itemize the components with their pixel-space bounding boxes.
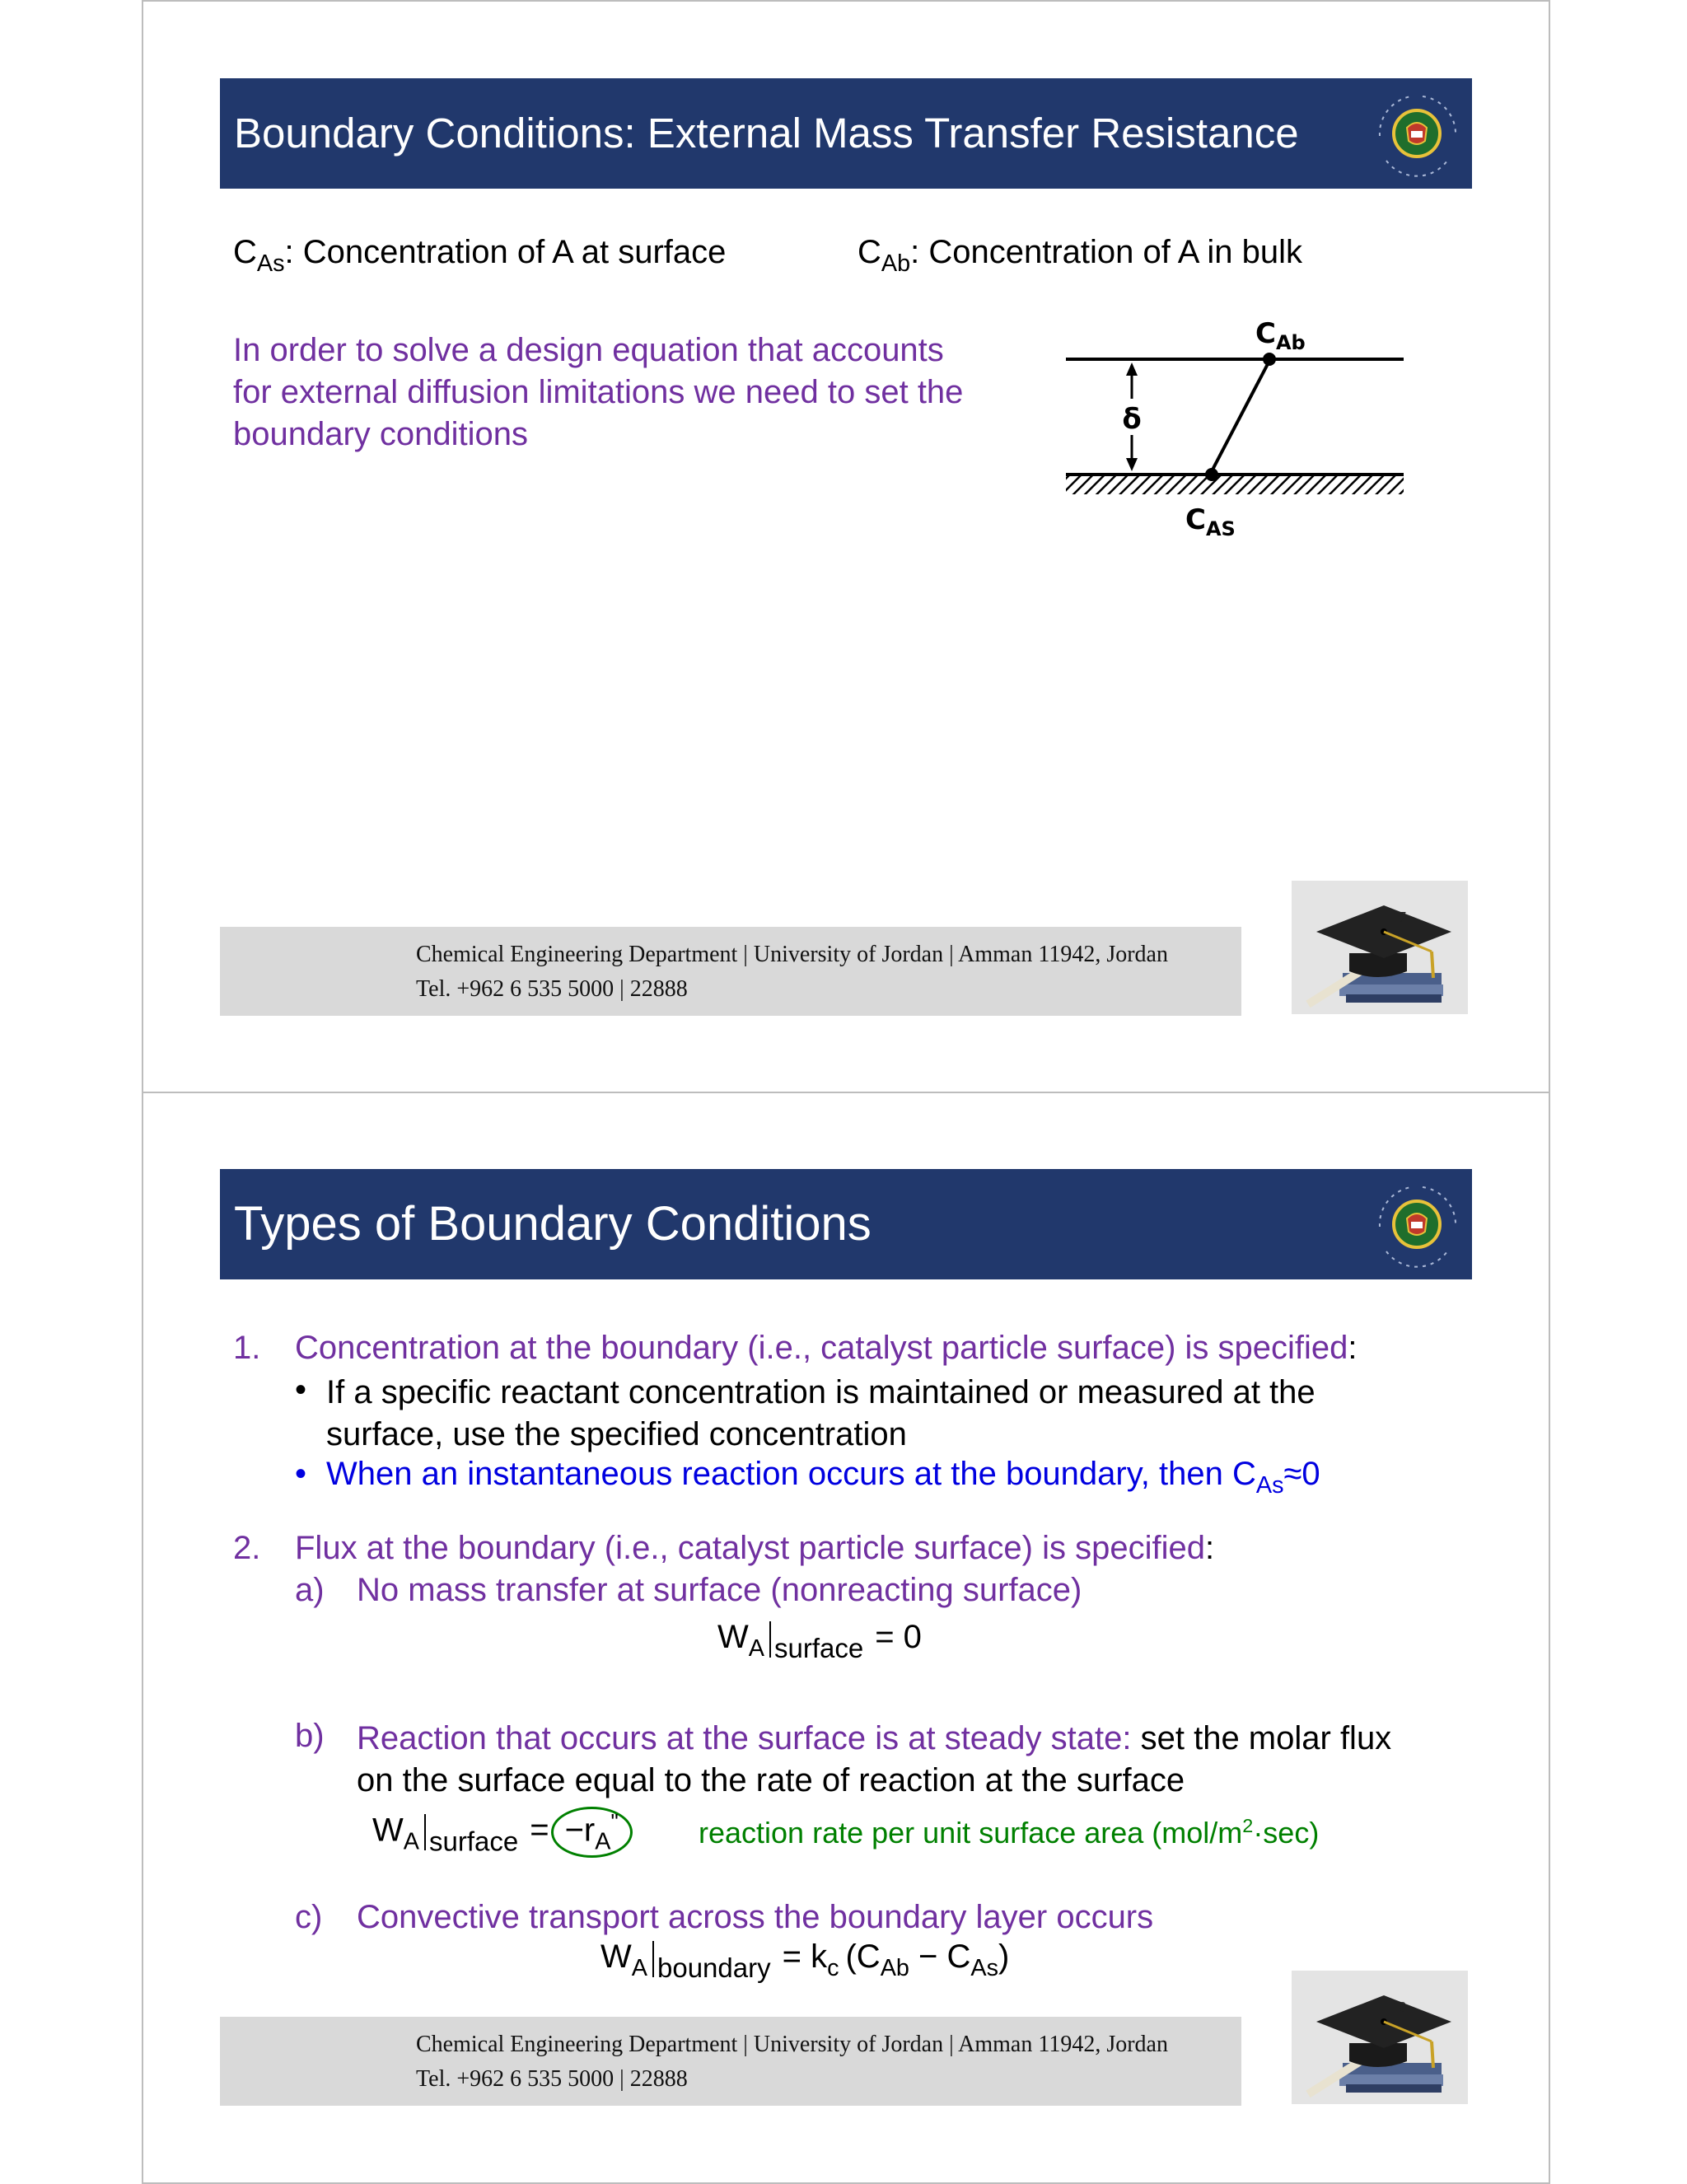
definition-cab: $C_{Ab}$: Concentration of A in bulk: [858, 234, 1302, 278]
intro-line: boundary conditions: [233, 416, 529, 452]
slide-title-bar: [220, 1169, 1472, 1279]
cas-label: $C_{AS}$: [1185, 503, 1236, 540]
footer-phone: Tel. +962 6 535 5000 | 22888: [416, 976, 688, 1002]
intro-paragraph: [233, 330, 963, 456]
bullet-instantaneous-reaction: When an instantaneous reaction occurs at the boundary, then $C_{As}\approx 0$: [326, 1456, 1320, 1499]
slide-title: Boundary Conditions: External Mass Transfer Resistance: [234, 110, 1299, 157]
footer: [220, 2017, 1241, 2106]
university-seal-icon: [1362, 1169, 1472, 1279]
list-item-1: Concentration at the boundary (i.e., catalyst particle surface) is specified:: [295, 1330, 1358, 1366]
rate-term-highlight: $-r_A^"$: [551, 1807, 633, 1858]
footer: [220, 927, 1241, 1016]
surface-hatch: [1066, 476, 1404, 494]
list-item-2: Flux at the boundary (i.e., catalyst particle surface) is specified:: [295, 1530, 1215, 1566]
footer-address: Chemical Engineering Department | University of Jordan | Amman 11942, Jordan: [416, 942, 1168, 967]
delta-label: δ: [1122, 403, 1142, 436]
delta-arrow-up-icon: [1126, 362, 1138, 376]
cas-point: [1205, 468, 1218, 481]
slide-17: [142, 0, 1550, 1095]
sub-item-b: Reaction that occurs at the surface is at steady state: set the molar flux on the surface equal to the rate of reaction at the surface: [357, 1720, 1392, 1798]
slide-title-bar: [220, 78, 1472, 189]
intro-line: for external diffusion limitations we need to set the: [233, 374, 964, 410]
cab-point: [1263, 353, 1276, 366]
sub-item-a-label: a): [295, 1572, 325, 1608]
equation-nonreacting-surface: $W_A$ $_{surface}$ = 0: [717, 1619, 922, 1663]
boundary-layer-diagram: [1062, 306, 1416, 554]
list-item-1-number: 1.: [233, 1330, 261, 1366]
bullet-dot: •: [295, 1456, 307, 1492]
bullet-dot: •: [295, 1372, 307, 1408]
graduation-cap-icon: [1292, 881, 1468, 1014]
list-item-2-number: 2.: [233, 1530, 261, 1566]
page-number: 18: [1391, 1999, 1406, 2015]
equation-steady-state-surface: $W_A$ $_{surface} = -r_A^"$: [372, 1807, 633, 1858]
sub-item-b-label: b): [295, 1718, 325, 1754]
slide-18: [142, 1092, 1550, 2184]
rate-annotation: reaction rate per unit surface area $(mol/m^2\cdot\sec)$: [699, 1815, 1320, 1850]
graduation-cap-image: [1292, 1971, 1468, 2104]
definition-cas: $C_{As}$: Concentration of A at surface: [233, 234, 727, 278]
sub-item-a: No mass transfer at surface (nonreacting surface): [357, 1572, 1082, 1608]
slide-title: Types of Boundary Conditions: [234, 1197, 872, 1251]
page-number: 17: [1391, 909, 1406, 925]
graduation-cap-icon: [1292, 1971, 1468, 2104]
sub-item-c: Convective transport across the boundary layer occurs: [357, 1899, 1154, 1935]
intro-line: In order to solve a design equation that accounts: [233, 332, 944, 368]
delta-arrow-down-icon: [1126, 458, 1138, 471]
footer-address: Chemical Engineering Department | University of Jordan | Amman 11942, Jordan: [416, 2032, 1168, 2057]
cab-label: $C_{Ab}$: [1255, 317, 1306, 354]
university-seal-icon: [1362, 78, 1472, 189]
concentration-profile-line: [1212, 361, 1269, 471]
footer-phone: Tel. +962 6 535 5000 | 22888: [416, 2066, 688, 2092]
bullet-specified-concentration: If a specific reactant concentration is maintained or measured at the surface, use the specified concentration: [326, 1374, 1315, 1452]
equation-convective-transport: $W_A$ $_{boundary} = k_c$ $(C_{Ab} - C_{As})$: [600, 1938, 1010, 1983]
sub-item-c-label: c): [295, 1899, 323, 1935]
graduation-cap-image: [1292, 881, 1468, 1014]
